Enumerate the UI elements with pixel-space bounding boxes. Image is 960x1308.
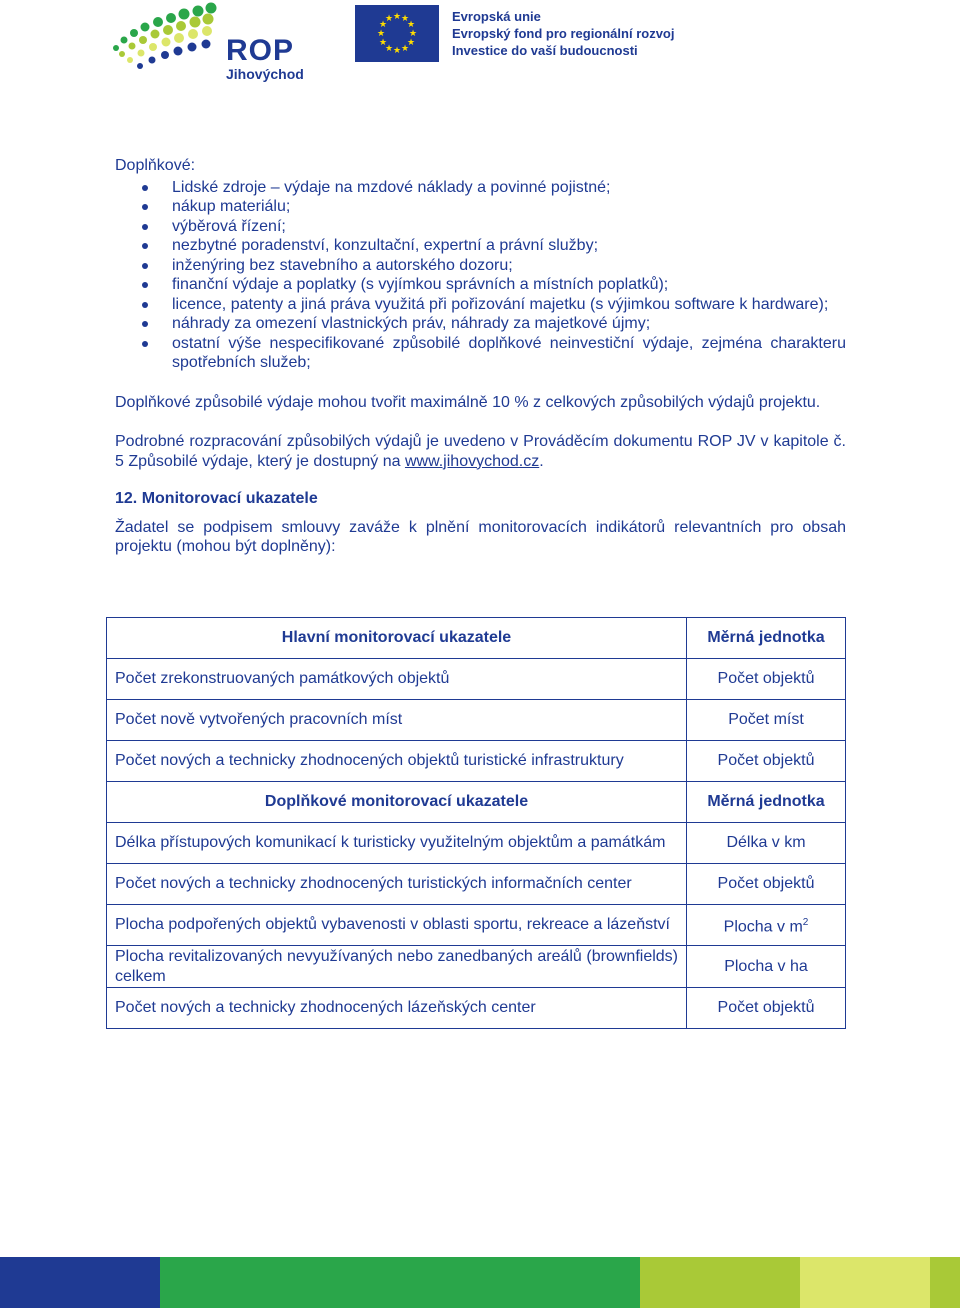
- footer-color-stripe: [0, 1257, 960, 1308]
- bullet-icon: [142, 224, 148, 230]
- footer-stripe-segment: [160, 1257, 640, 1308]
- list-item: Lidské zdroje – výdaje na mzdové náklady a povinné pojistné;: [115, 178, 846, 198]
- table-row: Počet nových a technicky zhodnocených objektů turistické infrastruktury Počet objektů: [107, 741, 846, 782]
- svg-text:★: ★: [406, 38, 416, 48]
- list-item: nezbytné poradenství, konzultační, expertní a právní služby;: [115, 236, 846, 256]
- table-row: Počet zrekonstruovaných památkových objektů Počet objektů: [107, 659, 846, 700]
- table-header-row: [107, 618, 846, 659]
- svg-text:★: ★: [408, 29, 418, 39]
- section-heading: 12. Monitorovací ukazatele: [115, 490, 318, 507]
- reference-paragraph: Podrobné rozpracování způsobilých výdajů je uvedeno v Prováděcím dokumentu ROP JV v kapitole č. 5 Způsobilé výdaje, který je dostupný na www.jihovychod.cz.: [115, 433, 846, 470]
- eu-caption: [452, 8, 674, 59]
- obligation-paragraph: Žadatel se podpisem smlouvy zaváže k plnění monitorovacích indikátorů relevantních pro obsah projektu (mohou být doplněny):: [115, 518, 846, 555]
- eu-line-3: Investice do vaší budoucnosti: [452, 43, 638, 58]
- table-row: Počet nových a technicky zhodnocených turistických informačních center Počet objektů: [107, 864, 846, 905]
- document-body: [115, 156, 846, 557]
- svg-text:★: ★: [384, 44, 394, 54]
- table-row: Počet nově vytvořených pracovních míst Počet míst: [107, 700, 846, 741]
- rop-subtitle: Jihovýchod: [226, 66, 304, 82]
- svg-text:★: ★: [400, 44, 410, 54]
- list-item: výběrová řízení;: [115, 217, 846, 237]
- rop-dots-icon: [108, 0, 223, 95]
- cost-list: [115, 178, 846, 373]
- rop-jihovychod-logo: [108, 0, 323, 95]
- unit-header: Měrná jednotka: [687, 782, 846, 823]
- footer-stripe-segment: [640, 1257, 800, 1308]
- table-row: Plocha podpořených objektů vybavenosti v oblasti sportu, rekreace a lázeňství Plocha v $m^2$: [107, 905, 846, 946]
- table-row: Počet nových a technicky zhodnocených lázeňských center Počet objektů: [107, 988, 846, 1029]
- svg-text:★: ★: [384, 14, 394, 24]
- eu-line-1: Evropská unie: [452, 9, 541, 24]
- table-header-row: [107, 782, 846, 823]
- svg-text:★: ★: [376, 29, 386, 39]
- intro-label: Doplňkové:: [115, 157, 196, 174]
- list-item: ostatní výše nespecifikované způsobilé doplňkové neinvestiční výdaje, zejména charakteru spotřebních služeb;: [115, 334, 846, 373]
- list-item: nákup materiálu;: [115, 197, 846, 217]
- bullet-icon: [142, 321, 148, 327]
- list-item: inženýring bez stavebního a autorského dozoru;: [115, 256, 846, 276]
- extra-indicators-header: Doplňkové monitorovací ukazatele: [107, 782, 687, 823]
- list-item: licence, patenty a jiná práva využitá při pořizování majetku (s výjimkou software k hardware);: [115, 295, 846, 315]
- eu-flag-icon: [355, 5, 439, 62]
- rop-title: ROP: [226, 34, 295, 67]
- svg-text:★: ★: [378, 38, 388, 48]
- bullet-icon: [142, 185, 148, 191]
- svg-text:★: ★: [400, 14, 410, 24]
- footer-stripe-segment: [0, 1257, 160, 1308]
- bullet-icon: [142, 302, 148, 308]
- svg-text:★: ★: [392, 12, 402, 22]
- jihovychod-link[interactable]: www.jihovychod.cz: [404, 452, 540, 470]
- svg-text:★: ★: [378, 20, 388, 30]
- max-share-paragraph: Doplňkové způsobilé výdaje mohou tvořit maximálně 10 % z celkových způsobilých výdajů projektu.: [115, 393, 821, 411]
- eu-line-2: Evropský fond pro regionální rozvoj: [452, 26, 675, 41]
- page-header: [0, 0, 960, 95]
- table-row: Délka přístupových komunikací k turisticky využitelným objektům a památkám Délka v km: [107, 823, 846, 864]
- footer-stripe-segment: [800, 1257, 930, 1308]
- unit-header: Měrná jednotka: [687, 618, 846, 659]
- table-row: Plocha revitalizovaných nevyužívaných nebo zanedbaných areálů (brownfields) celkem Plocha v ha: [107, 946, 846, 988]
- footer-stripe-segment: [930, 1257, 960, 1308]
- bullet-icon: [142, 341, 148, 347]
- main-indicators-header: Hlavní monitorovací ukazatele: [107, 618, 687, 659]
- list-item: náhrady za omezení vlastnických práv, náhrady za majetkové újmy;: [115, 314, 846, 334]
- bullet-icon: [142, 204, 148, 210]
- list-item: finanční výdaje a poplatky (s vyjímkou správních a místních poplatků);: [115, 275, 846, 295]
- bullet-icon: [142, 282, 148, 288]
- svg-text:★: ★: [406, 20, 416, 30]
- bullet-icon: [142, 243, 148, 249]
- svg-text:★: ★: [392, 46, 402, 56]
- bullet-icon: [142, 263, 148, 269]
- indicators-table: [106, 617, 846, 1029]
